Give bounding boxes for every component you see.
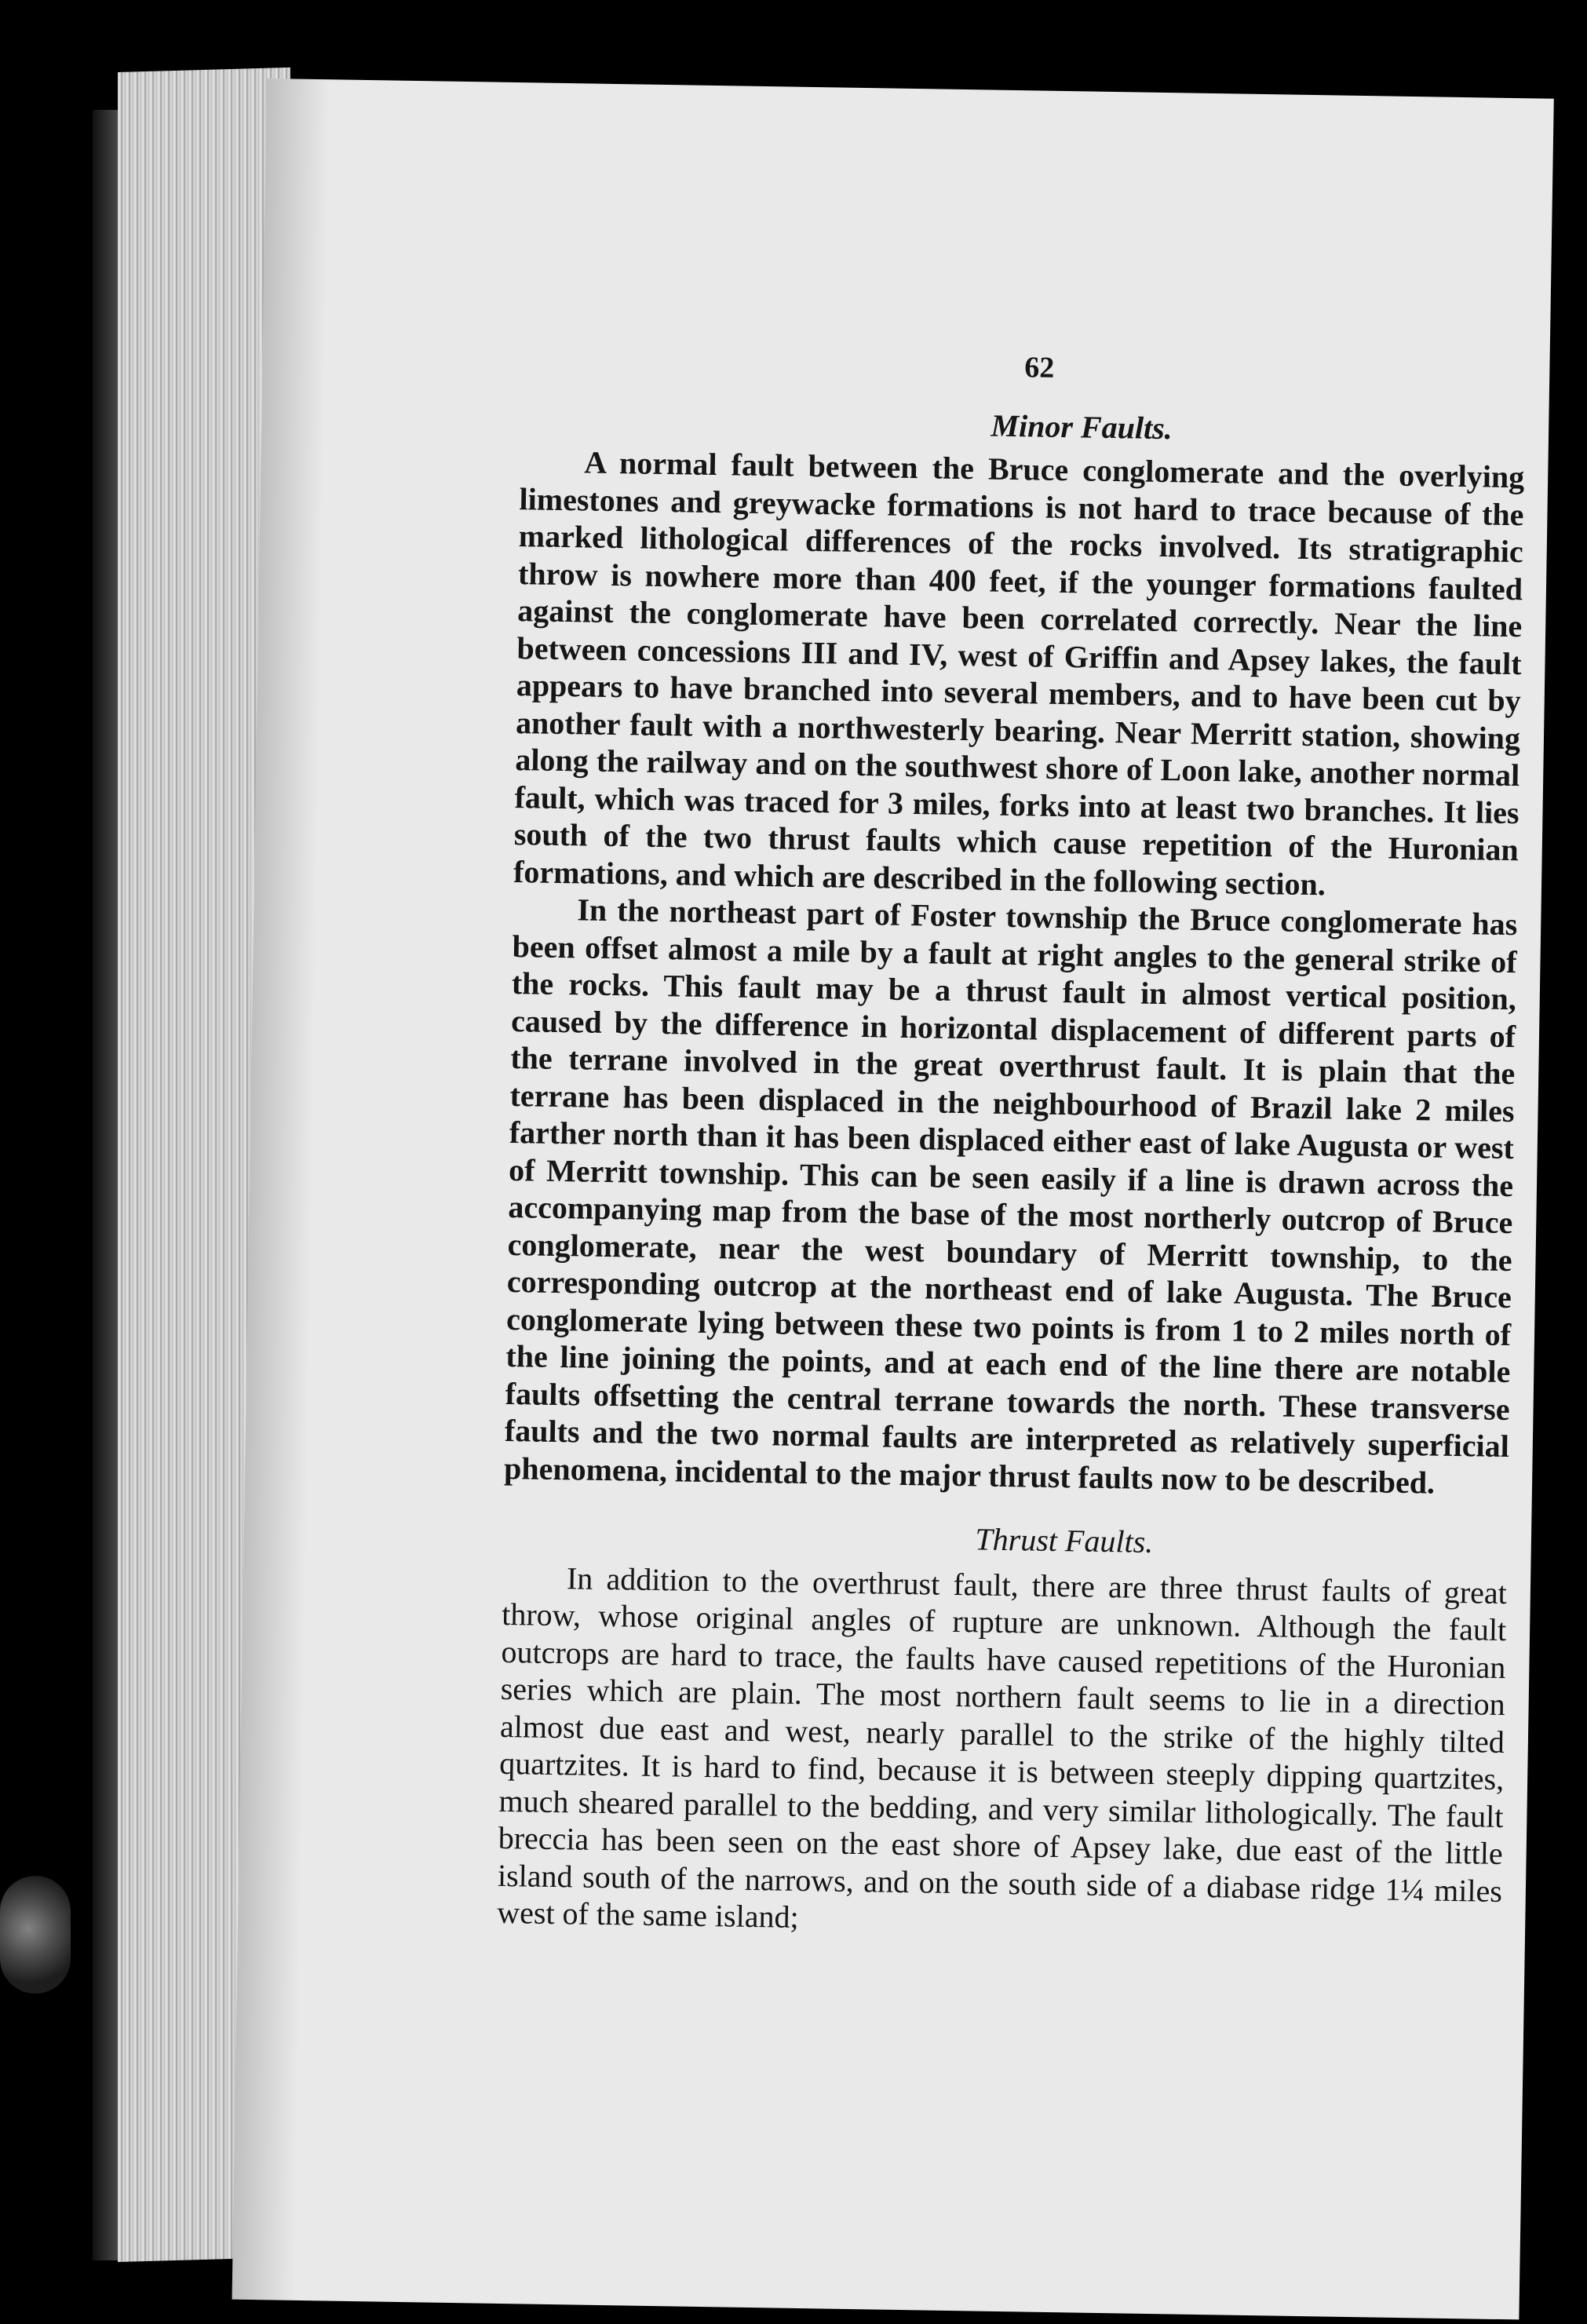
section-heading-minor-faults: Minor Faults.	[991, 407, 1173, 446]
paragraph: In addition to the overthrust fault, there are three thrust faults of great throw, whose original angles of rupture are unknown. Although the fault outcrops are hard to trace, the faults have caused repetitions of the Huronian series which are plain. The most northern fault seems to lie in a direction almost due east and west, nearly parallel to the strike of the highly tilted quartzites. It is hard to find, because it is between steeply dipping quartzites, much sheared parallel to the bedding, and very similar lithologically. The fault breccia has been seen on the east shore of Apsey lake, due east of the little island south of the narrows, and on the south side of a diabase ridge 1¼ miles west of the same island;	[496, 1560, 1508, 1935]
paragraph: In the northeast part of Foster township the Bruce conglomerate has been offset almost a mile by a fault at right angles to the general strike of the rocks. This fault may be a thrust fault in almost vertical position, caused by the difference in horizontal displacement of different parts of the terrane involved in the great overthrust fault. It is plain that the terrane has been displaced in the neighbourhood of Brazil lake 2 miles farther north than it has been displaced either east of lake Augusta or west of Merritt township. This can be seen easily if a line is drawn across the accompanying map from the base of the most northerly outcrop of Bruce conglomerate, near the west boundary of Merritt township, to the corresponding outcrop at the northeast end of lake Augusta. The Bruce conglomerate lying between these two points is from 1 to 2 miles north of the line joining the points, and at each end of the line there are notable faults offsetting the central terrane towards the north. These transverse faults and the two normal faults are interpreted as relatively superficial phenomena, incidental to the major thrust faults now to be described.	[503, 892, 1518, 1501]
book-page	[232, 78, 1554, 2319]
page-number: 62	[1024, 351, 1055, 385]
page-text-block	[497, 341, 1527, 1946]
section-heading-thrust-faults: Thrust Faults.	[975, 1521, 1154, 1560]
section-minor-faults	[504, 443, 1525, 1502]
section-thrust-faults	[497, 1558, 1507, 1946]
paragraph: A normal fault between the Bruce conglomerate and the overlying limestones and greywacke formations is not hard to trace because of the marked lithological differences of the rocks involved. Its stratigraphic throw is nowhere more than 400 feet, if the younger formations faulted against the conglomerate have been correlated correctly. Near the line between concessions III and IV, west of Griffin and Apsey lakes, the fault appears to have branched into several members, and to have been cut by another fault with a northwesterly bearing. Near Merritt station, showing along the railway and on the southwest shore of Loon lake, another normal fault, which was traced for 3 miles, forks into at least two branches. It lies south of the two thrust faults which cause repetition of the Huronian formations, and which are described in the following section.	[513, 444, 1525, 902]
scan-thumb-artifact	[0, 1876, 71, 1994]
